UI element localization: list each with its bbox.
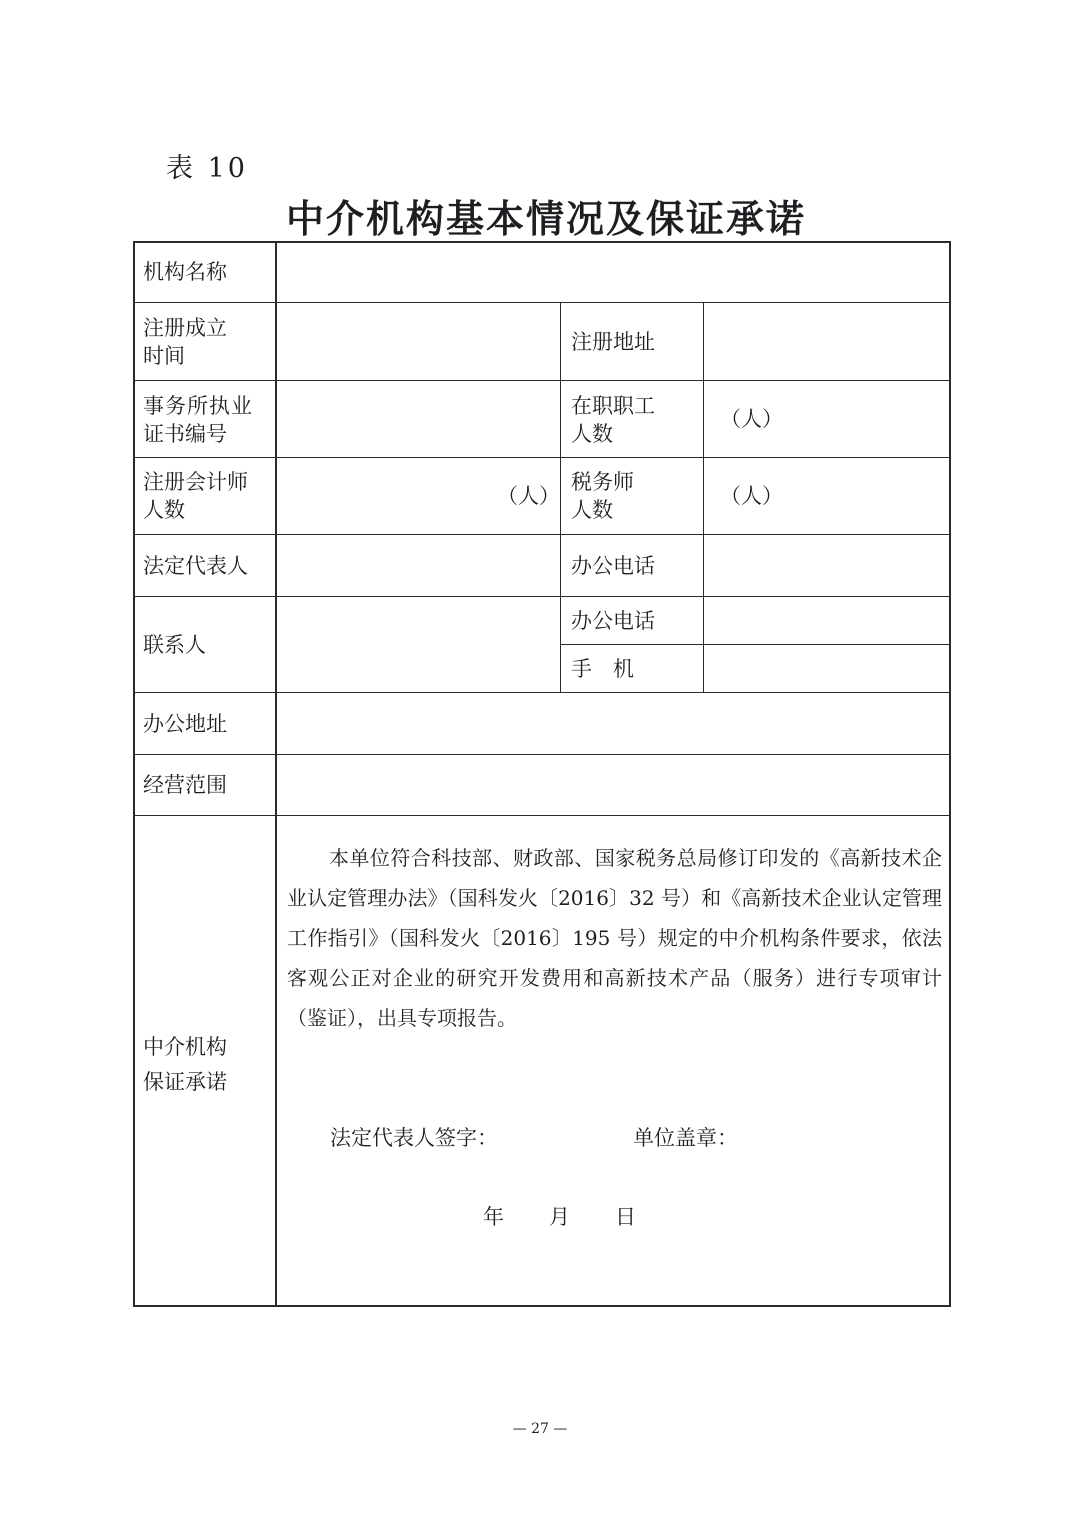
tax-unit: （人） bbox=[720, 484, 783, 508]
row-divider bbox=[133, 380, 951, 381]
table-border-left bbox=[133, 241, 135, 1307]
date-day: 日 bbox=[615, 1205, 636, 1229]
row-divider bbox=[133, 457, 951, 458]
org-name-label: 机构名称 bbox=[143, 260, 227, 284]
col-divider bbox=[703, 302, 704, 693]
license-label-1: 事务所执业 bbox=[143, 394, 253, 418]
staff-label-2: 人数 bbox=[571, 422, 613, 446]
row-divider bbox=[133, 596, 951, 597]
document-title: 中介机构基本情况及保证承诺 bbox=[285, 196, 806, 241]
table-border-bottom bbox=[133, 1305, 951, 1307]
mobile-label: 手 机 bbox=[571, 657, 634, 681]
staff-label-1: 在职职工 bbox=[571, 394, 655, 418]
date-month: 月 bbox=[549, 1205, 570, 1229]
business-scope-label: 经营范围 bbox=[143, 773, 227, 797]
col-divider bbox=[560, 302, 561, 693]
pledge-label-2: 保证承诺 bbox=[143, 1070, 227, 1094]
contact-phone-label: 办公电话 bbox=[571, 609, 655, 633]
row-divider bbox=[133, 692, 951, 693]
row-divider bbox=[561, 644, 951, 645]
license-label-2: 证书编号 bbox=[143, 422, 227, 446]
date-year: 年 bbox=[483, 1205, 504, 1229]
page-number: — 27 — bbox=[512, 1421, 568, 1437]
reg-time-label-1: 注册成立 bbox=[143, 316, 227, 340]
contact-label: 联系人 bbox=[143, 633, 206, 657]
row-divider bbox=[133, 754, 951, 755]
cpa-unit: （人） bbox=[497, 484, 560, 508]
signature-label: 法定代表人签字： bbox=[330, 1126, 498, 1150]
office-phone-label: 办公电话 bbox=[571, 554, 655, 578]
seal-label: 单位盖章： bbox=[633, 1126, 738, 1150]
staff-unit: （人） bbox=[720, 407, 783, 431]
table-border-top bbox=[133, 241, 951, 243]
legal-rep-label: 法定代表人 bbox=[143, 554, 248, 578]
row-divider bbox=[133, 302, 951, 303]
cpa-label-2: 人数 bbox=[143, 498, 185, 522]
pledge-text: 本单位符合科技部、财政部、国家税务总局修订印发的《高新技术企业认定管理办法》（国科发火〔2016〕32 号）和《高新技术企业认定管理工作指引》（国科发火〔2016〕195 号）规定的中介机构条件要求，依法客观公正对企业的研究开发费用和高新技术产品（服务）进行专项审计（鉴证），出具专项报告。 bbox=[287, 846, 942, 1030]
pledge-label-1: 中介机构 bbox=[143, 1035, 227, 1059]
reg-address-label: 注册地址 bbox=[571, 330, 655, 354]
row-divider bbox=[133, 534, 951, 535]
col-divider bbox=[275, 241, 277, 1307]
table-border-right bbox=[949, 241, 951, 1307]
table-number: 表 10 bbox=[166, 153, 248, 184]
office-address-label: 办公地址 bbox=[143, 712, 227, 736]
tax-label-1: 税务师 bbox=[571, 470, 634, 494]
row-divider bbox=[133, 815, 951, 816]
tax-label-2: 人数 bbox=[571, 498, 613, 522]
reg-time-label-2: 时间 bbox=[143, 344, 185, 368]
cpa-label-1: 注册会计师 bbox=[143, 470, 248, 494]
